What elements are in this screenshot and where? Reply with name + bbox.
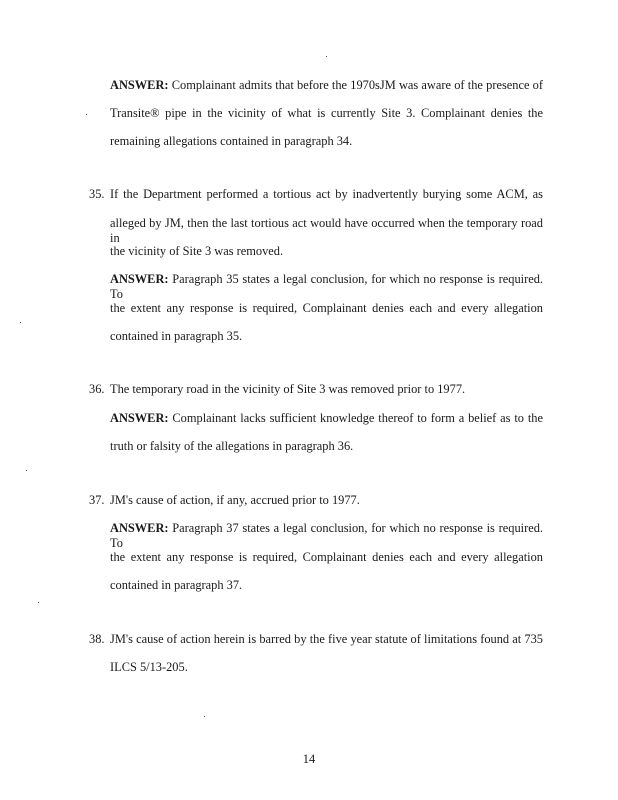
paragraph-38-number: 38. <box>89 632 105 646</box>
answer-text: Complainant admits that before the 1970sJM was aware of the presence of <box>171 78 543 92</box>
answer-label: ANSWER: <box>110 78 169 92</box>
paragraph-35-line-1: If the Department performed a tortious act by inadvertently burying some ACM, as <box>110 187 543 201</box>
paragraph-35-line-2: alleged by JM, then the last tortious act would have occurred when the temporary road in <box>110 216 543 245</box>
answer-label: ANSWER: <box>110 272 169 286</box>
paragraph-37-answer-line-1 <box>110 521 543 550</box>
paragraph-36-number: 36. <box>89 382 105 396</box>
paragraph-35-number: 35. <box>89 187 105 201</box>
paragraph-34-answer-line-1 <box>110 78 543 93</box>
answer-label: ANSWER: <box>110 521 169 535</box>
page-number: 14 <box>302 752 316 766</box>
paragraph-35-line-3: the vicinity of Site 3 was removed. <box>110 244 284 258</box>
paragraph-37-answer-line-3: contained in paragraph 37. <box>110 578 243 592</box>
answer-text: Paragraph 37 states a legal conclusion, for which no response is required. To <box>110 521 543 550</box>
paragraph-38-line-1: JM's cause of action herein is barred by the five year statute of limitations found at 735 <box>110 632 543 646</box>
paragraph-36-line-1: The temporary road in the vicinity of Site 3 was removed prior to 1977. <box>110 382 466 396</box>
paragraph-34-answer-line-3: remaining allegations contained in paragraph 34. <box>110 134 353 148</box>
scan-speck <box>86 114 87 115</box>
paragraph-35-answer-line-3: contained in paragraph 35. <box>110 329 243 343</box>
answer-text: Paragraph 35 states a legal conclusion, for which no response is required. To <box>110 272 543 301</box>
scan-speck <box>26 470 27 471</box>
scan-speck <box>38 602 39 603</box>
paragraph-34-answer-line-2: Transite® pipe in the vicinity of what is currently Site 3. Complainant denies the <box>110 106 543 120</box>
paragraph-37-line-1: JM's cause of action, if any, accrued prior to 1977. <box>110 493 360 507</box>
scan-speck <box>326 56 327 57</box>
paragraph-36-answer-line-1 <box>110 411 543 426</box>
answer-text: Complainant lacks sufficient knowledge thereof to form a belief as to the <box>172 411 543 425</box>
answer-label: ANSWER: <box>110 411 169 425</box>
paragraph-38-line-2: ILCS 5/13-205. <box>110 660 188 674</box>
scan-speck <box>20 322 21 323</box>
paragraph-37-number: 37. <box>89 493 105 507</box>
paragraph-35-answer-line-1 <box>110 272 543 301</box>
paragraph-36-answer-line-2: truth or falsity of the allegations in paragraph 36. <box>110 439 354 453</box>
paragraph-37-answer-line-2: the extent any response is required, Complainant denies each and every allegation <box>110 550 543 564</box>
paragraph-35-answer-line-2: the extent any response is required, Complainant denies each and every allegation <box>110 301 543 315</box>
scan-speck <box>204 716 205 717</box>
